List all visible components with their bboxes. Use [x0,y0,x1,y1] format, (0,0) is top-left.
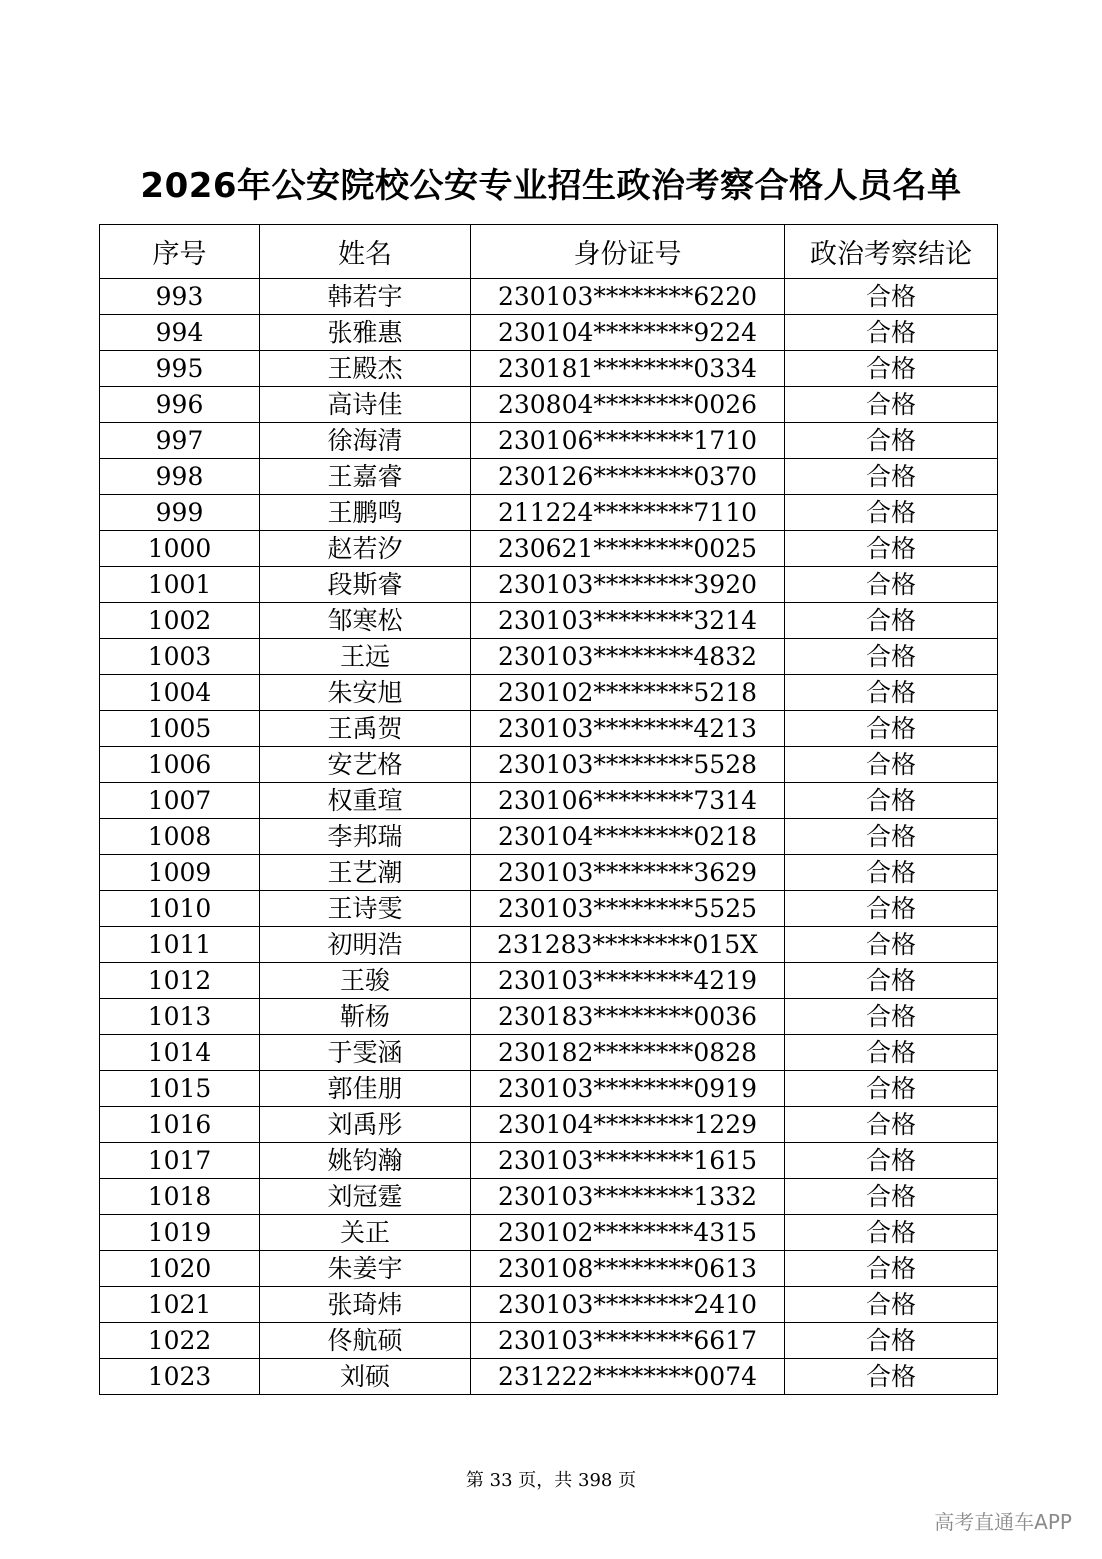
cell-index: 1006 [100,747,260,783]
cell-index: 994 [100,315,260,351]
cell-index: 998 [100,459,260,495]
cell-name: 王诗雯 [260,891,471,927]
table-row [100,927,998,963]
table-row [100,1035,998,1071]
cell-id-number: 230183********0036 [471,999,785,1035]
cell-id-number: 231222********0074 [471,1359,785,1395]
table-row [100,1323,998,1359]
page-footer: 第 33 页，共 398 页 [465,1470,637,1491]
table-row [100,639,998,675]
cell-name: 邹寒松 [260,603,471,639]
cell-result: 合格 [785,495,998,531]
cell-index: 1003 [100,639,260,675]
cell-result: 合格 [785,423,998,459]
table-row [100,1107,998,1143]
table-row [100,963,998,999]
cell-index: 1009 [100,855,260,891]
cell-name: 王远 [260,639,471,675]
cell-id-number: 230103********5525 [471,891,785,927]
cell-name: 徐海清 [260,423,471,459]
cell-result: 合格 [785,675,998,711]
cell-name: 靳杨 [260,999,471,1035]
cell-result: 合格 [785,1359,998,1395]
table-row [100,459,998,495]
cell-name: 郭佳朋 [260,1071,471,1107]
cell-id-number: 230103********3629 [471,855,785,891]
cell-name: 刘硕 [260,1359,471,1395]
table-row [100,747,998,783]
watermark: 高考直通车APP [934,1510,1072,1534]
table-row [100,351,998,387]
cell-index: 1008 [100,819,260,855]
cell-id-number: 230102********5218 [471,675,785,711]
cell-result: 合格 [785,1071,998,1107]
table-body [100,279,998,1395]
cell-index: 1010 [100,891,260,927]
cell-result: 合格 [785,567,998,603]
cell-result: 合格 [785,1215,998,1251]
cell-index: 1014 [100,1035,260,1071]
cell-name: 朱安旭 [260,675,471,711]
cell-index: 1002 [100,603,260,639]
cell-name: 安艺格 [260,747,471,783]
cell-result: 合格 [785,603,998,639]
cell-index: 1007 [100,783,260,819]
cell-result: 合格 [785,891,998,927]
cell-index: 1005 [100,711,260,747]
cell-index: 1012 [100,963,260,999]
cell-name: 刘冠霆 [260,1179,471,1215]
cell-id-number: 230104********9224 [471,315,785,351]
cell-id-number: 230103********4832 [471,639,785,675]
cell-id-number: 230106********1710 [471,423,785,459]
cell-result: 合格 [785,1323,998,1359]
cell-index: 1018 [100,1179,260,1215]
cell-name: 张琦炜 [260,1287,471,1323]
column-header-result: 政治考察结论 [785,225,998,279]
cell-index: 1017 [100,1143,260,1179]
cell-result: 合格 [785,351,998,387]
table-row [100,315,998,351]
table-row [100,567,998,603]
cell-index: 1011 [100,927,260,963]
cell-name: 关正 [260,1215,471,1251]
cell-name: 姚钧瀚 [260,1143,471,1179]
table-row [100,711,998,747]
cell-id-number: 230103********1332 [471,1179,785,1215]
cell-index: 1023 [100,1359,260,1395]
cell-name: 王嘉睿 [260,459,471,495]
table-row [100,819,998,855]
table-row [100,675,998,711]
cell-id-number: 230103********4213 [471,711,785,747]
table-row [100,603,998,639]
table-row [100,1179,998,1215]
cell-result: 合格 [785,1251,998,1287]
cell-id-number: 230103********0919 [471,1071,785,1107]
candidate-table [99,224,998,1395]
cell-result: 合格 [785,459,998,495]
cell-index: 1022 [100,1323,260,1359]
cell-result: 合格 [785,999,998,1035]
cell-result: 合格 [785,747,998,783]
cell-name: 赵若汐 [260,531,471,567]
column-header-id-number: 身份证号 [471,225,785,279]
cell-index: 997 [100,423,260,459]
table-row [100,1071,998,1107]
cell-id-number: 230103********1615 [471,1143,785,1179]
cell-name: 李邦瑞 [260,819,471,855]
table-row [100,783,998,819]
cell-result: 合格 [785,531,998,567]
cell-index: 1000 [100,531,260,567]
cell-index: 1019 [100,1215,260,1251]
table-header-row [100,225,998,279]
cell-name: 高诗佳 [260,387,471,423]
cell-result: 合格 [785,1035,998,1071]
column-header-name: 姓名 [260,225,471,279]
cell-name: 王鹏鸣 [260,495,471,531]
cell-name: 韩若宇 [260,279,471,315]
cell-id-number: 230103********2410 [471,1287,785,1323]
cell-index: 1004 [100,675,260,711]
table-row [100,1143,998,1179]
cell-id-number: 230103********3920 [471,567,785,603]
cell-id-number: 230103********3214 [471,603,785,639]
cell-id-number: 230104********1229 [471,1107,785,1143]
cell-id-number: 230804********0026 [471,387,785,423]
cell-id-number: 230103********4219 [471,963,785,999]
cell-id-number: 230103********6220 [471,279,785,315]
cell-name: 王艺潮 [260,855,471,891]
cell-name: 于雯涵 [260,1035,471,1071]
cell-id-number: 230108********0613 [471,1251,785,1287]
cell-name: 初明浩 [260,927,471,963]
cell-result: 合格 [785,855,998,891]
cell-id-number: 211224********7110 [471,495,785,531]
cell-index: 1013 [100,999,260,1035]
cell-result: 合格 [785,819,998,855]
cell-result: 合格 [785,1179,998,1215]
cell-result: 合格 [785,1107,998,1143]
cell-index: 1016 [100,1107,260,1143]
cell-id-number: 230103********5528 [471,747,785,783]
table-row [100,423,998,459]
cell-name: 王骏 [260,963,471,999]
cell-result: 合格 [785,711,998,747]
page-title: 2026年公安院校公安专业招生政治考察合格人员名单 [140,166,962,206]
cell-index: 1020 [100,1251,260,1287]
cell-index: 1021 [100,1287,260,1323]
cell-name: 朱姜宇 [260,1251,471,1287]
cell-result: 合格 [785,963,998,999]
cell-result: 合格 [785,315,998,351]
cell-result: 合格 [785,279,998,315]
cell-index: 1015 [100,1071,260,1107]
cell-name: 段斯睿 [260,567,471,603]
cell-id-number: 230106********7314 [471,783,785,819]
table-row [100,891,998,927]
table-row [100,1359,998,1395]
cell-id-number: 230182********0828 [471,1035,785,1071]
cell-index: 996 [100,387,260,423]
cell-id-number: 230103********6617 [471,1323,785,1359]
cell-index: 995 [100,351,260,387]
cell-index: 1001 [100,567,260,603]
table-row [100,999,998,1035]
cell-id-number: 230181********0334 [471,351,785,387]
cell-result: 合格 [785,927,998,963]
cell-id-number: 231283********015X [471,927,785,963]
cell-name: 张雅惠 [260,315,471,351]
cell-id-number: 230104********0218 [471,819,785,855]
cell-id-number: 230126********0370 [471,459,785,495]
table-row [100,1215,998,1251]
table-row [100,531,998,567]
table-row [100,1251,998,1287]
cell-name: 权重瑄 [260,783,471,819]
cell-name: 刘禹彤 [260,1107,471,1143]
cell-result: 合格 [785,387,998,423]
column-header-index: 序号 [100,225,260,279]
cell-name: 王禹贺 [260,711,471,747]
cell-name: 佟航硕 [260,1323,471,1359]
cell-name: 王殿杰 [260,351,471,387]
cell-result: 合格 [785,1287,998,1323]
table-row [100,495,998,531]
table-row [100,1287,998,1323]
cell-id-number: 230621********0025 [471,531,785,567]
cell-result: 合格 [785,639,998,675]
table-row [100,387,998,423]
cell-id-number: 230102********4315 [471,1215,785,1251]
cell-index: 993 [100,279,260,315]
table-row [100,279,998,315]
table-row [100,855,998,891]
cell-result: 合格 [785,783,998,819]
cell-index: 999 [100,495,260,531]
cell-result: 合格 [785,1143,998,1179]
